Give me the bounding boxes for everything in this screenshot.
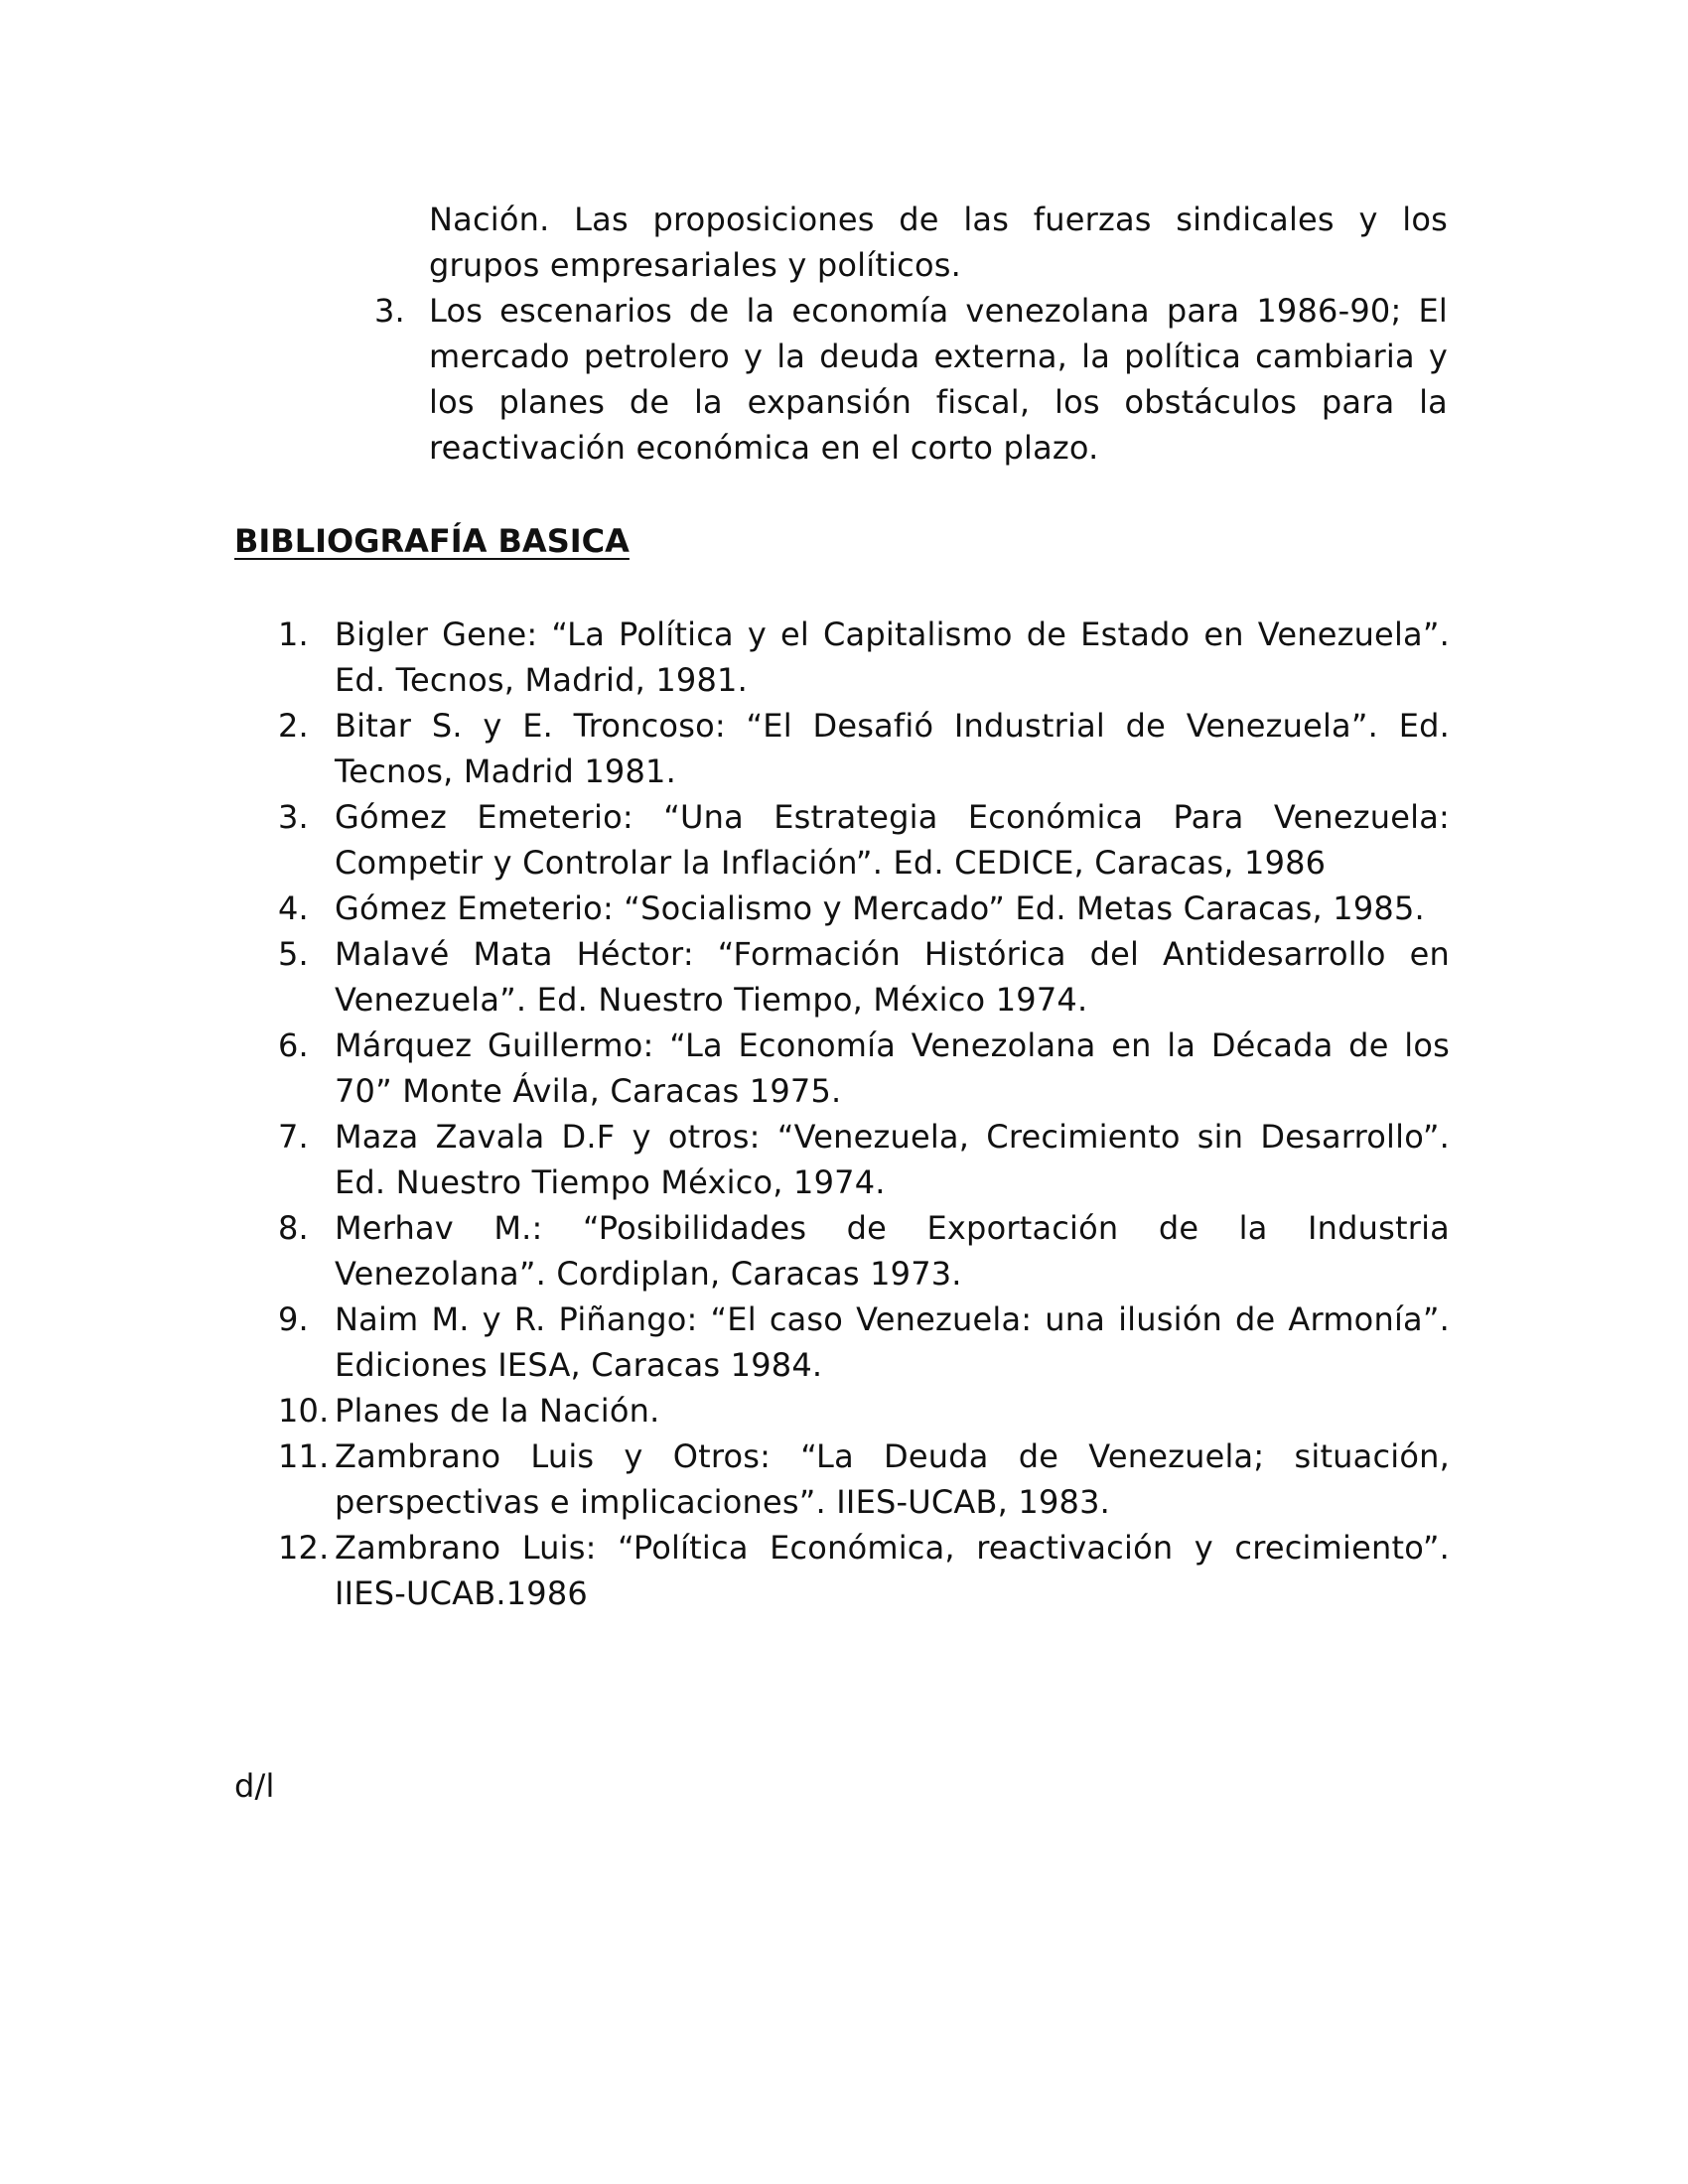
- entry-text: Gómez Emeterio: “Socialismo y Mercado” Ed. Metas Caracas, 1985.: [335, 889, 1425, 927]
- entry-text: Planes de la Nación.: [335, 1392, 660, 1430]
- entry-number: 7.: [278, 1118, 309, 1156]
- entry-number: 10.: [278, 1392, 330, 1430]
- bibliography-list: [278, 612, 1450, 1616]
- entry-text: Gómez Emeterio: “Una Estrategia Económica Para Venezuela: Competir y Controlar la Inflación”. Ed. CEDICE, Caracas, 1986: [335, 798, 1450, 882]
- bibliography-entry: [278, 1023, 1450, 1114]
- continuation-section: [375, 197, 1448, 471]
- bibliography-entry: [278, 1297, 1450, 1388]
- bibliography-entry: [278, 794, 1450, 886]
- continuation-list-item-3: [374, 288, 1448, 471]
- entry-text: Merhav M.: “Posibilidades de Exportación de la Industria Venezolana”. Cordiplan, Caracas 1973.: [335, 1209, 1450, 1293]
- entry-text: Zambrano Luis y Otros: “La Deuda de Venezuela; situación, perspectivas e implicaciones”. IIES-UCAB, 1983.: [335, 1437, 1450, 1521]
- entry-text: Malavé Mata Héctor: “Formación Histórica del Antidesarrollo en Venezuela”. Ed. Nuestro Tiempo, México 1974.: [335, 935, 1450, 1019]
- footer-note: d/l: [234, 1767, 275, 1805]
- entry-text: Márquez Guillermo: “La Economía Venezolana en la Década de los 70” Monte Ávila, Caracas 1975.: [335, 1026, 1450, 1110]
- entry-number: 12.: [278, 1529, 330, 1567]
- bibliography-entry: [278, 1114, 1450, 1205]
- continuation-paragraph: [429, 197, 1448, 288]
- bibliography-entry: [278, 703, 1450, 794]
- entry-number: 1.: [278, 615, 309, 653]
- bibliography-entry: [278, 1388, 1450, 1433]
- entry-text: Maza Zavala D.F y otros: “Venezuela, Crecimiento sin Desarrollo”. Ed. Nuestro Tiempo México, 1974.: [335, 1118, 1450, 1201]
- entry-text: Bigler Gene: “La Política y el Capitalismo de Estado en Venezuela”. Ed. Tecnos, Madrid, 1981.: [335, 615, 1450, 699]
- bibliography-entry: [278, 886, 1450, 931]
- entry-text: Naim M. y R. Piñango: “El caso Venezuela: una ilusión de Armonía”. Ediciones IESA, Caracas 1984.: [335, 1300, 1450, 1384]
- entry-text: Bitar S. y E. Troncoso: “El Desafió Industrial de Venezuela”. Ed. Tecnos, Madrid 1981.: [335, 707, 1450, 790]
- entry-number: 6.: [278, 1026, 309, 1064]
- entry-number: 8.: [278, 1209, 309, 1247]
- entry-number: 5.: [278, 935, 309, 973]
- entry-number: 3.: [278, 798, 309, 836]
- entry-text: Zambrano Luis: “Política Económica, reactivación y crecimiento”. IIES-UCAB.1986: [335, 1529, 1450, 1612]
- entry-number: 9.: [278, 1300, 309, 1338]
- bibliography-entry: [278, 1205, 1450, 1297]
- bibliography-entry: [278, 612, 1450, 703]
- bibliography-entry: [278, 931, 1450, 1023]
- bibliography-entry: [278, 1525, 1450, 1616]
- entry-number: 11.: [278, 1437, 330, 1475]
- list-item-number: 3.: [374, 292, 405, 330]
- list-item-text: Los escenarios de la economía venezolana para 1986-90; El mercado petrolero y la deuda externa, la política cambiaria y los planes de la expansión fiscal, los obstáculos para la reactivación económica en el corto plazo.: [429, 292, 1448, 467]
- bibliography-entry: [278, 1433, 1450, 1525]
- continuation-text: Nación. Las proposiciones de las fuerzas sindicales y los grupos empresariales y políticos.: [429, 201, 1448, 284]
- entry-number: 4.: [278, 889, 309, 927]
- entry-number: 2.: [278, 707, 309, 745]
- bibliography-heading: BIBLIOGRAFÍA BASICA: [234, 522, 630, 560]
